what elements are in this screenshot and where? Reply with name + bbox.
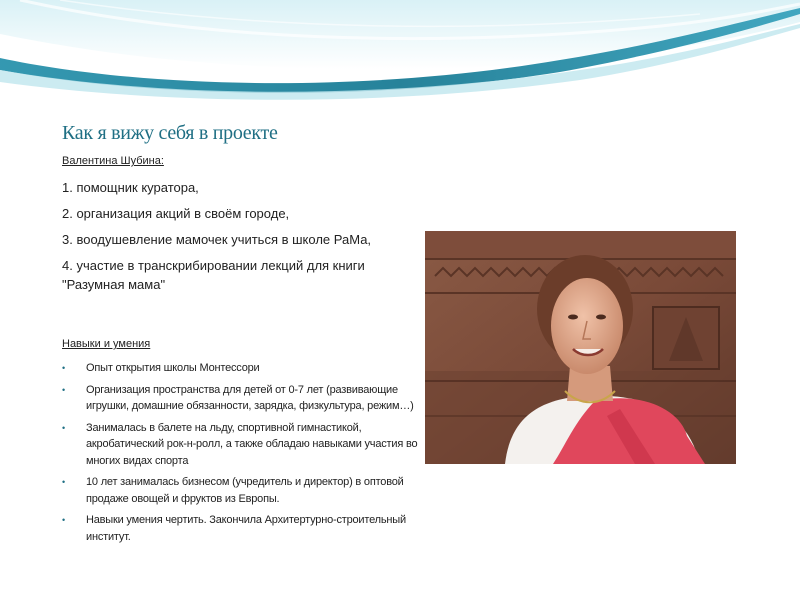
role-item: 1. помощник куратора,: [62, 180, 199, 195]
skill-text: Опыт открытия школы Монтессори: [86, 362, 260, 374]
bullet-icon: •: [62, 422, 65, 433]
skills-heading: Навыки и умения: [62, 338, 151, 350]
skill-text: Организация пространства для детей от 0-7 лет (развивающие игрушки, домашние обязанности, зарядка, физкультура, режим…): [86, 383, 414, 412]
portrait-photo: [425, 231, 736, 464]
role-item: 2. организация акций в своём городе,: [62, 206, 290, 221]
bullet-icon: •: [62, 515, 65, 525]
author-name: Валентина Шубина:: [62, 155, 164, 167]
skills-list: [62, 360, 424, 550]
bullet-icon: •: [62, 384, 65, 395]
skill-item: [62, 512, 424, 545]
skill-text: Занималась в балете на льду, спортивной гимнастикой, акробатический рок-н-ролл, а также обладаю навыками участия во многих видах спорта: [86, 421, 418, 467]
roles-list: [62, 178, 422, 301]
header-wave-decoration: [0, 0, 800, 100]
slide-title: Как я вижу себя в проекте: [62, 122, 278, 144]
role-item: 3. воодушевление мамочек учиться в школе РаМа,: [62, 232, 372, 247]
skill-text: Навыки умения чертить. Закончила Архитертурно-строительный институт.: [86, 514, 406, 543]
skill-item: [62, 420, 424, 470]
skill-item: [62, 474, 424, 507]
role-item: 4. участие в транскрибировании лекций для книги "Разумная мама": [62, 258, 365, 292]
bullet-icon: •: [62, 363, 65, 373]
skill-item: [62, 360, 424, 377]
bullet-icon: •: [62, 477, 65, 487]
skill-text: 10 лет занималась бизнесом (учредитель и директор) в оптовой продаже овощей и фруктов из Европы.: [86, 476, 404, 505]
skill-item: [62, 382, 424, 415]
